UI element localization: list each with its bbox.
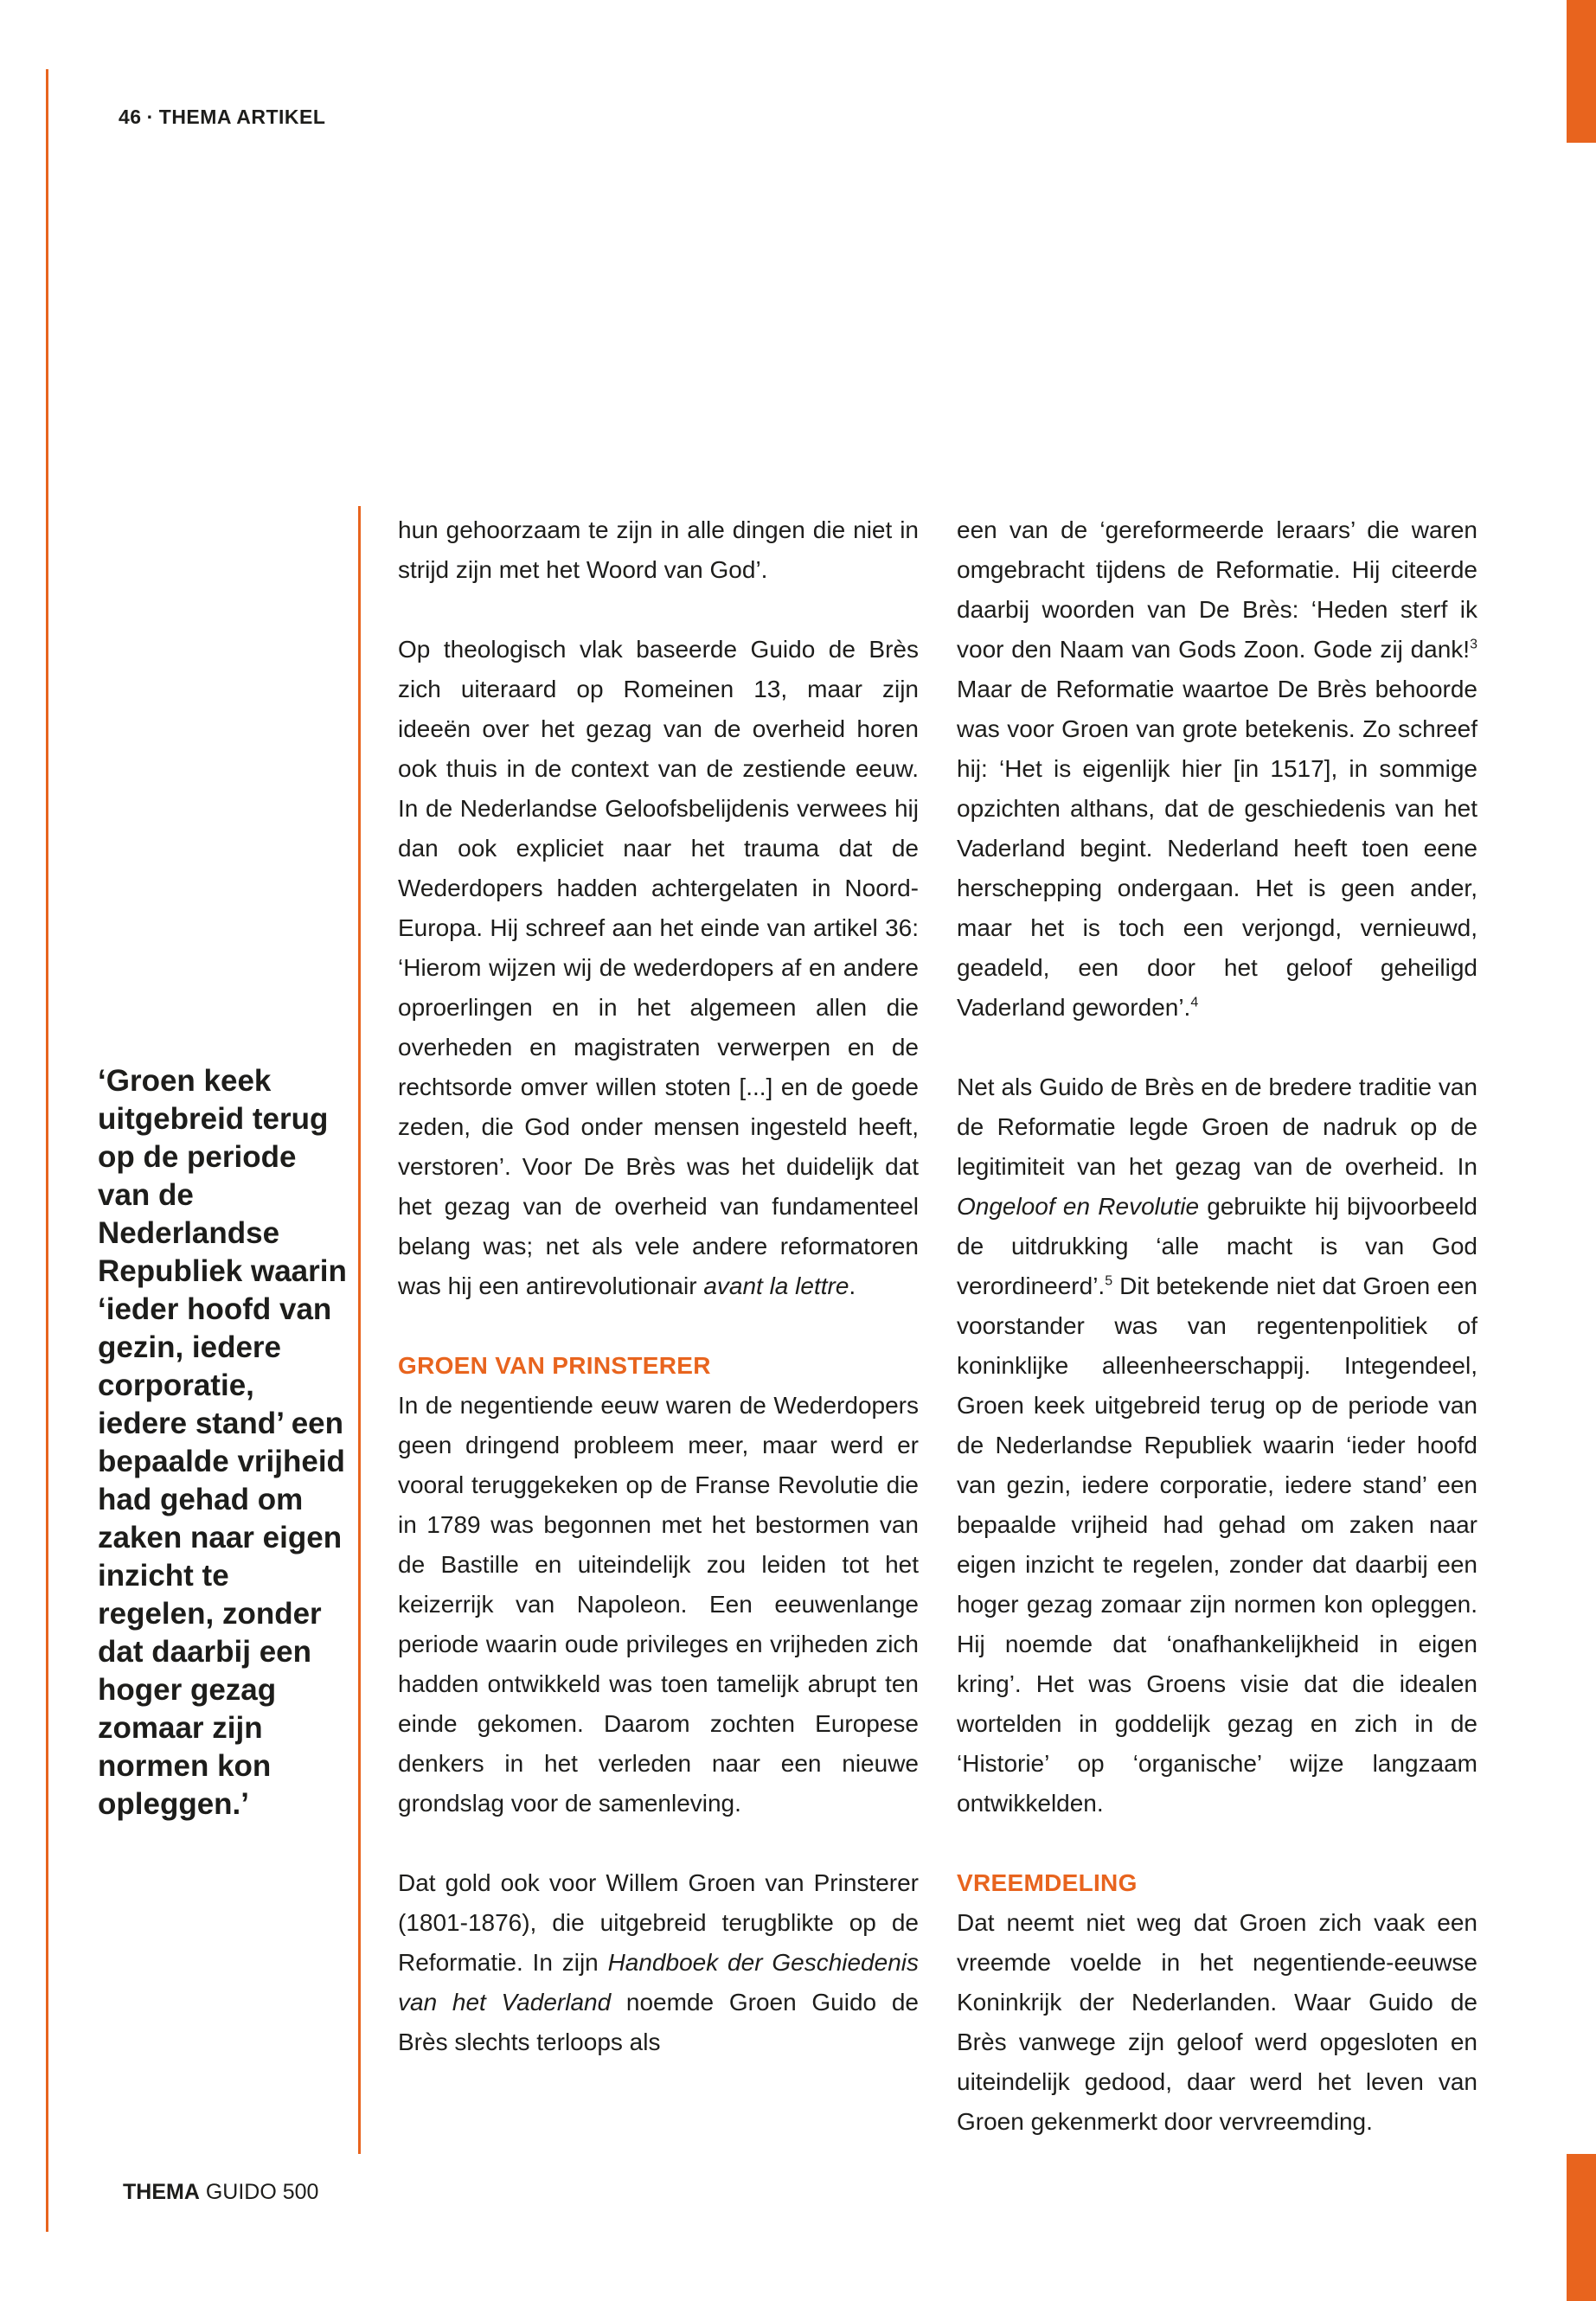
pullquote-divider-rule (358, 506, 361, 2154)
article-column-1 (398, 510, 919, 2102)
paragraph-text: . (849, 1272, 856, 1299)
paragraph-text: Net als Guido de Brès en de bredere traditie van de Reformatie legde Groen de nadruk op de legitimiteit van het gezag van de overheid. In (957, 1074, 1477, 1180)
paragraph-text: Dit betekende niet dat Groen een voorstander was van regentenpolitiek of koninklijke alleenheerschappij. Integendeel, Groen keek uitgebreid terug op de periode van de Nederlandse Republiek waarin ‘ieder hoofd van gezin, iedere corporatie, iedere stand’ een bepaalde vrijheid had gehad om zaken naar eigen inzicht te regelen, zonder dat daarbij een hoger gezag zomaar zijn normen kon opleggen. Hij noemde dat ‘onafhankelijkheid in eigen kring’. Het was Groens visie dat die idealen wortelden in goddelijk gezag en zich in de ‘Historie’ op ‘organische’ wijze langzaam ontwikkelden. (957, 1272, 1477, 1817)
edge-tab-top (1567, 0, 1596, 143)
footnote-marker: 5 (1105, 1273, 1113, 1289)
left-margin-rule (46, 69, 48, 2232)
footer-issue: GUIDO 500 (205, 2180, 319, 2204)
paragraph-text: Op theologisch vlak baseerde Guido de Brès zich uiteraard op Romeinen 13, maar zijn ideeën over het gezag van de overheid horen ook thuis in de context van de zestiende eeuw. In de Nederlandse Geloofsbelijdenis verwees hij dan ook expliciet naar het trauma dat de Wederdopers hadden achtergelaten in Noord-Europa. Hij schreef aan het einde van artikel 36: ‘Hierom wijzen wij de wederdopers af en andere oproerlingen en in het algemeen allen die overheden en magistraten verwerpen en de rechtsorde omver willen stoten [...] en de goede zeden, die God onder mensen ingesteld heeft, verstoren’. Voor De Brès was het duidelijk dat het gezag van de overheid van fundamenteel belang was; net als vele andere reformatoren was hij een antirevolutionair (398, 636, 919, 1299)
paragraph-text: een van de ‘gereformeerde leraars’ die waren omgebracht tijdens de Reformatie. Hij citeerde daarbij woorden van De Brès: ‘Heden sterf ik voor den Naam van Gods Zoon. Gode zij dank! (957, 516, 1477, 663)
italic-phrase: avant la lettre (703, 1272, 849, 1299)
paragraph (957, 510, 1477, 1028)
section-heading: VREEMDELING (957, 1869, 1138, 1896)
paragraph (398, 1863, 919, 2062)
running-head (119, 106, 325, 129)
header-separator: · (146, 106, 154, 128)
footer-brand: THEMA (123, 2180, 200, 2204)
paragraph (957, 1903, 1477, 2142)
paragraph-text: In de negentiende eeuw waren de Wederdopers geen dringend probleem meer, maar werd er vooral teruggekeken op de Franse Revolutie die in 1789 was begonnen met het bestormen van de Bastille en uiteindelijk zou leiden tot het keizerrijk van Napoleon. Een eeuwenlange periode waarin oude privileges en vrijheden zich hadden ontwikkeld was toen tamelijk abrupt ten einde gekomen. Daarom zochten Europese denkers in het verleden naar een nieuwe grondslag voor de samenleving. (398, 1392, 919, 1817)
section-heading: GROEN VAN PRINSTERER (398, 1352, 711, 1379)
paragraph (957, 1067, 1477, 1823)
paragraph (398, 510, 919, 590)
paragraph-text: Maar de Reformatie waartoe De Brès behoorde was voor Groen van grote betekenis. Zo schreef hij: ‘Het is eigenlijk hier [in 1517], in sommige opzichten althans, dat de geschiedenis van het Vaderland begint. Nederland heeft toen eene herschepping ondergaan. Het is geen ander, maar het is toch een verjongd, vernieuwd, geadeld, een door het geloof geheiligd Vaderland geworden’. (957, 676, 1477, 1021)
paragraph (398, 1386, 919, 1823)
footer (123, 2180, 318, 2205)
edge-tab-bottom (1567, 2154, 1596, 2301)
italic-title: Handboek der Geschiedenis van het Vaderland (398, 1949, 919, 2016)
paragraph-text: hun gehoorzaam te zijn in alle dingen die niet in strijd zijn met het Woord van God’. (398, 516, 919, 583)
article-column-2 (957, 510, 1477, 2182)
section-label: THEMA ARTIKEL (158, 106, 326, 128)
paragraph (398, 630, 919, 1306)
pull-quote: ‘Groen keek uitgebreid terug op de periode van de Nederlandse Republiek waarin ‘ieder hoofd van gezin, iedere corporatie, iedere stand’ een bepaalde vrijheid had gehad om zaken naar eigen inzicht te regelen, zonder dat daarbij een hoger gezag zomaar zijn normen kon opleggen.’ (98, 1064, 347, 1821)
paragraph-text: gebruikte hij bijvoorbeeld de uitdrukking ‘alle macht is van God verordineerd’. (957, 1193, 1477, 1299)
italic-title: Ongeloof en Revolutie (957, 1193, 1200, 1220)
page-number: 46 (119, 106, 142, 128)
paragraph-text: Dat gold ook voor Willem Groen van Prinsterer (1801-1876), die uitgebreid terugblikte op de Reformatie. In zijn (398, 1869, 919, 1976)
footnote-marker: 3 (1470, 637, 1477, 652)
paragraph-text: Dat neemt niet weg dat Groen zich vaak een vreemde voelde in het negentiende-eeuwse Koninkrijk der Nederlanden. Waar Guido de Brès vanwege zijn geloof werd opgesloten en uiteindelijk gedood, daar werd het leven van Groen gekenmerkt door vervreemding. (957, 1909, 1477, 2135)
footnote-marker: 4 (1190, 995, 1199, 1010)
paragraph-text: noemde Groen Guido de Brès slechts terloops als (398, 1989, 919, 2055)
